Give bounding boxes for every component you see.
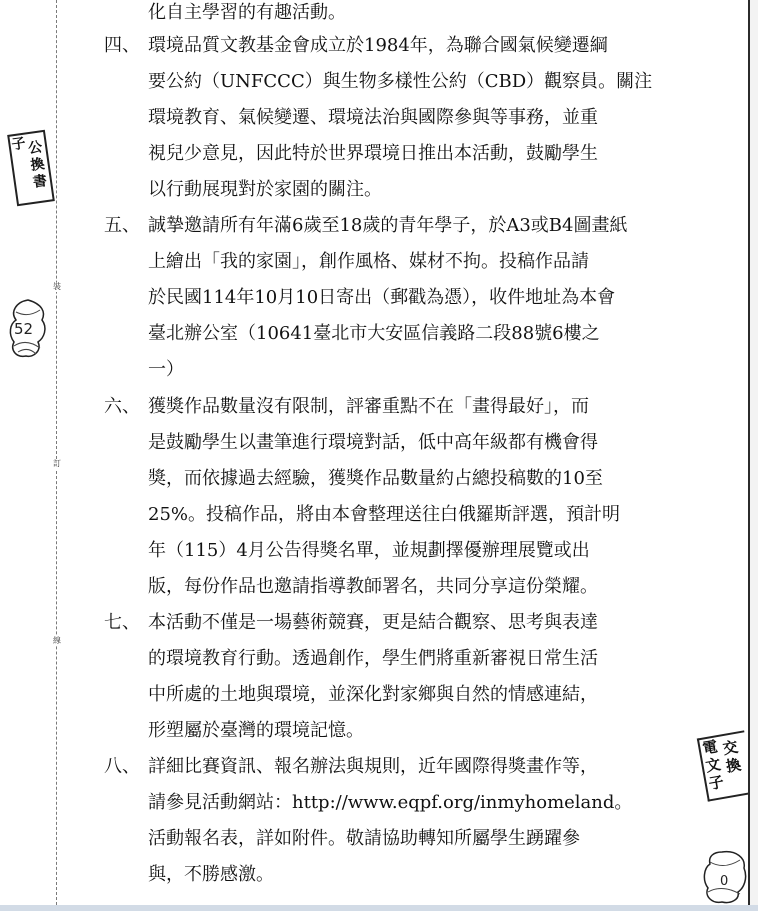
- line-text: 25%。投稿作品，將由本會整理送往白俄羅斯評選，預計明: [148, 504, 621, 525]
- seal-char: 子: [10, 135, 27, 154]
- line-text: 於民國114年10月10日寄出（郵戳為憑），收件地址為本會: [148, 287, 616, 308]
- line-text: 視兒少意見，因此特於世界環境日推出本活動，鼓勵學生: [148, 143, 598, 164]
- gutter-mark-zhuang: 裝: [50, 282, 64, 292]
- seal-char: 換: [724, 755, 743, 776]
- line-text: 獎，而依據過去經驗，獲獎作品數量約占總投稿數的10至: [148, 468, 603, 489]
- line-text: 詳細比賽資訊、報名辦法與規則，近年國際得獎畫作等，: [148, 756, 598, 777]
- document-exchange-seal-left: [7, 130, 55, 207]
- line-text: 一）: [148, 359, 184, 380]
- document-exchange-seal-right: [697, 730, 748, 801]
- line-text: 環境教育、氣候變遷、環境法治與國際參與等事務，並重: [148, 107, 598, 128]
- line-text: 中所處的土地與環境，並深化對家鄉與自然的情感連結，: [148, 684, 598, 705]
- item-number: 四、: [104, 35, 140, 56]
- line-text: 環境品質文教基金會成立於1984年，為聯合國氣候變遷綱: [148, 35, 608, 56]
- gutter-mark-ding: 訂: [50, 459, 64, 469]
- line-text: 版，每份作品也邀請指導教師署名，共同分享這份榮耀。: [148, 576, 598, 597]
- seal-char: 文: [704, 755, 723, 776]
- line-text: 獲獎作品數量沒有限制，評審重點不在「畫得最好」，而: [148, 396, 589, 417]
- item-number: 七、: [104, 612, 140, 633]
- item-number: 八、: [104, 756, 140, 777]
- line-text: 化自主學習的有趣活動。: [148, 2, 346, 23]
- seal-char: 換: [29, 156, 46, 174]
- line-text: 以行動展現對於家園的關注。: [148, 179, 382, 200]
- seal-char: 公: [27, 139, 44, 158]
- line-text: 要公約（UNFCCC）與生物多樣性公約（CBD）觀察員。關注: [148, 71, 653, 92]
- binding-gutter-line: [56, 0, 57, 905]
- line-text: 的環境教育行動。透過創作，學生們將重新審視日常生活: [148, 648, 598, 669]
- line-text: 上繪出「我的家園」，創作風格、媒材不拘。投稿作品請: [148, 251, 589, 272]
- seal-char: 交: [721, 737, 740, 759]
- line-text: 活動報名表，詳如附件。敬請協助轉知所屬學生踴躍參: [148, 828, 580, 849]
- viewer-bottom-strip: [0, 905, 758, 911]
- line-text: 與，不勝感激。: [148, 864, 274, 885]
- item-number: 五、: [104, 215, 140, 236]
- page-number-right: 0: [720, 874, 729, 889]
- seal-char: 子: [707, 772, 726, 794]
- seal-char: 書: [31, 172, 49, 191]
- viewer-right-strip: [750, 0, 758, 905]
- page-number-left: 52: [14, 320, 34, 338]
- line-text: 本活動不僅是一場藝術競賽，更是結合觀察、思考與表達: [148, 612, 598, 633]
- line-text: 請參見活動網站：http://www.eqpf.org/inmyhomeland。: [148, 792, 633, 813]
- item-number: 六、: [104, 396, 140, 417]
- seal-char: 電: [701, 737, 720, 758]
- line-text: 誠摯邀請所有年滿6歲至18歲的青年學子，於A3或B4圖畫紙: [148, 215, 628, 236]
- gutter-mark-xian: 線: [50, 636, 64, 646]
- line-text: 臺北辦公室（10641臺北市大安區信義路二段88號6樓之: [148, 323, 600, 344]
- line-text: 年（115）4月公告得獎名單，並規劃擇優辦理展覽或出: [148, 540, 590, 561]
- line-text: 形塑屬於臺灣的環境記憶。: [148, 720, 364, 741]
- line-text: 是鼓勵學生以畫筆進行環境對話，低中高年級都有機會得: [148, 432, 598, 453]
